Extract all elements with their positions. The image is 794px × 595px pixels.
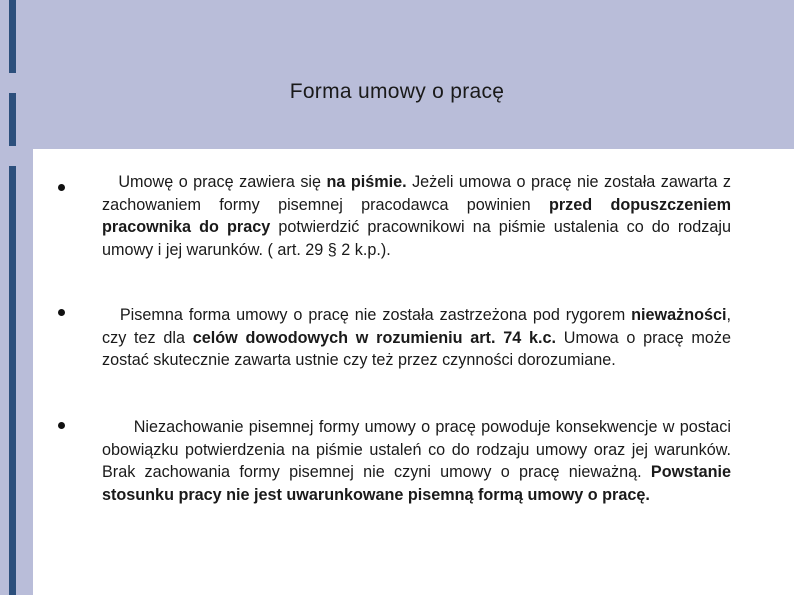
text-segment: Jeżeli umowa o pracę nie została zawarta z zachowaniem formy pisemnej pracodawca powinien (102, 173, 731, 214)
bullet-dot-icon (58, 309, 65, 316)
text-segment: Pisemna forma umowy o pracę nie została zastrzeżona pod rygorem (102, 306, 632, 324)
text-segment: , czy tez dla (102, 306, 731, 347)
text-segment: potwierdzić pracownikowi na piśmie ustalenia co do rodzaju umowy i jej warunków. ( art. 29 § 2 k.p.). (102, 218, 731, 259)
decorative-side-bar-top (9, 0, 16, 73)
bullet-text (102, 171, 731, 261)
bold-text-segment: nieważności (631, 306, 727, 324)
decorative-side-bar-bottom (9, 166, 16, 595)
text-segment: Niezachowanie pisemnej formy umowy o pracę powoduje konsekwencje w postaci obowiązku potwierdzenia na piśmie ustaleń co do rodzaju umowy oraz jej warunków. Brak zachowania formy pisemnej nie czyni umowy o pracę nieważną. (102, 418, 731, 481)
bullet-dot-icon (58, 422, 65, 429)
bold-text-segment: celów dowodowych w rozumieniu art. 74 k.c. (192, 328, 556, 347)
slide-content (33, 149, 794, 595)
bold-text-segment: Powstanie stosunku pracy nie jest uwarunkowane pisemną formą umowy o pracę. (102, 463, 731, 504)
slide-title: Forma umowy o pracę (289, 80, 505, 103)
bullet-text (102, 416, 731, 506)
text-segment: Umowa o pracę może zostać skutecznie zawarta ustnie czy też przez czynności dorozumiane. (102, 328, 731, 369)
bullet-text (102, 304, 731, 372)
bold-text-segment: przed dopuszczeniem pracownika do pracy (102, 195, 731, 236)
bold-text-segment: na piśmie. (326, 173, 407, 191)
text-segment: Umowę o pracę zawiera się (102, 173, 327, 191)
bullet-dot-icon (58, 184, 65, 191)
